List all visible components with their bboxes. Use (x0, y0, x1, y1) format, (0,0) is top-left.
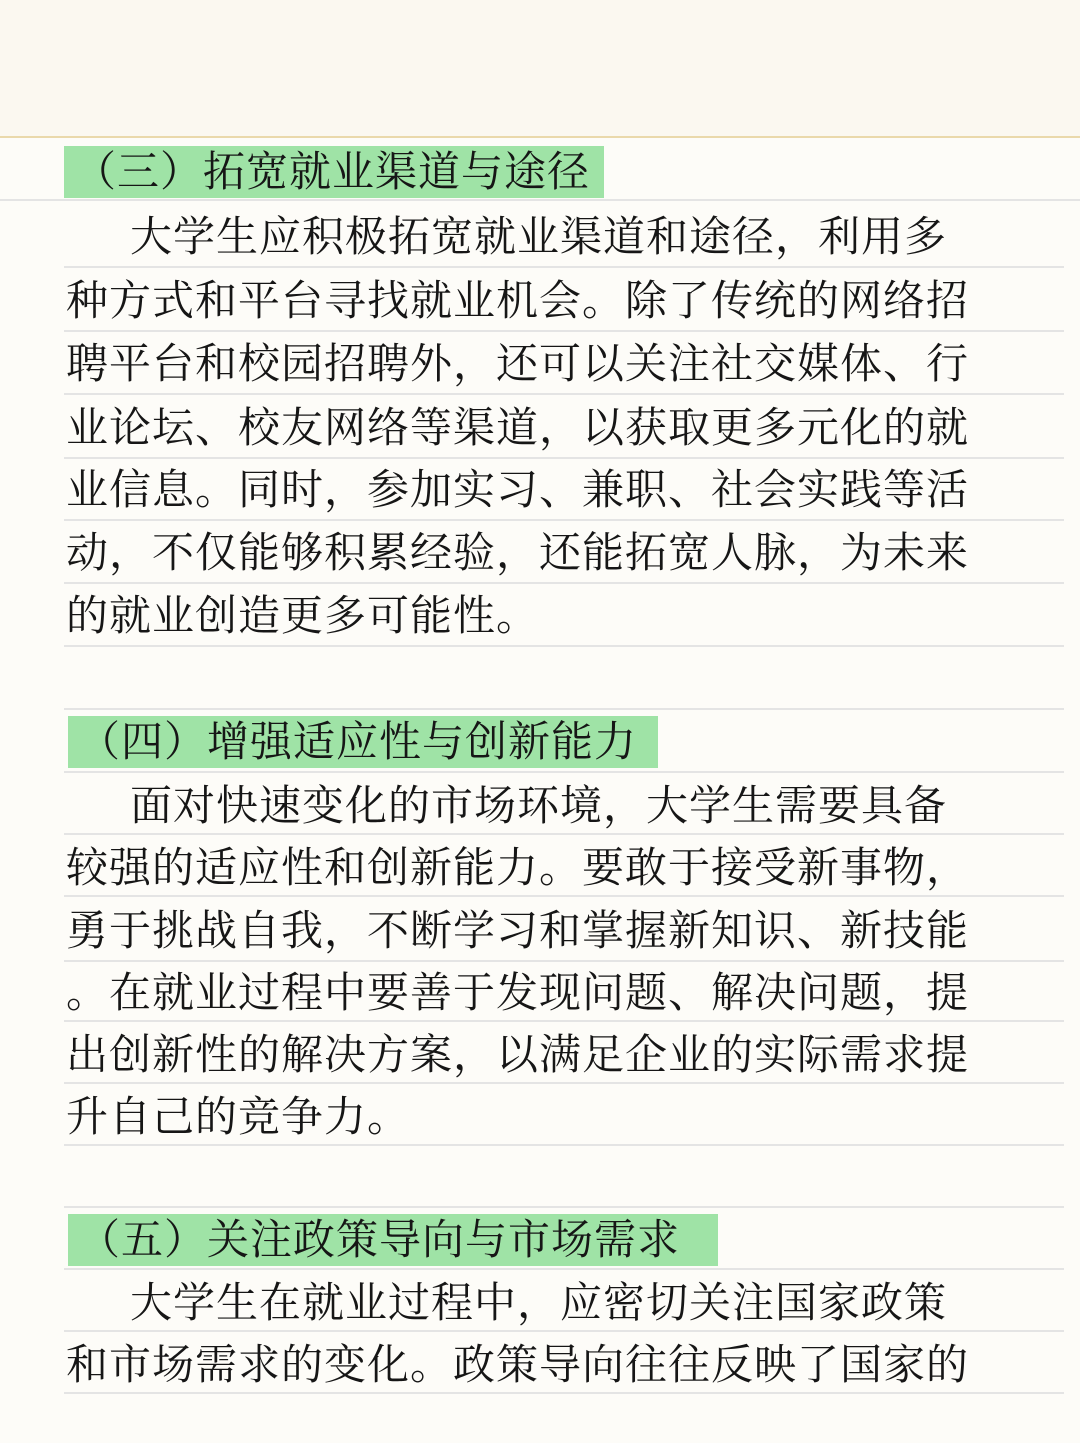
ruled-line (64, 393, 1064, 395)
ruled-line (64, 645, 1064, 647)
ruled-line (64, 833, 1064, 835)
paragraph-line: 。在就业过程中要善于发现问题、解决问题，提 (66, 968, 970, 1017)
paragraph-line: 动，不仅能够积累经验，还能拓宽人脉，为未来 (66, 528, 970, 577)
ruled-line (64, 1020, 1064, 1022)
ruled-line (64, 1392, 1064, 1394)
ruled-line (64, 895, 1064, 897)
top-margin (0, 0, 1080, 138)
paragraph-line: 和市场需求的变化。政策导向往往反映了国家的 (66, 1340, 970, 1389)
ruled-line (64, 960, 1064, 962)
paragraph-line: 种方式和平台寻找就业机会。除了传统的网络招 (66, 276, 970, 325)
paragraph-line: 出创新性的解决方案，以满足企业的实际需求提 (66, 1030, 970, 1079)
paragraph-line: 大学生在就业过程中，应密切关注国家政策 (130, 1278, 948, 1327)
ruled-line (64, 1206, 1064, 1208)
paragraph-line: 升自己的竞争力。 (66, 1092, 411, 1141)
paragraph-line: 面对快速变化的市场环境，大学生需要具备 (130, 781, 948, 830)
ruled-line (64, 1268, 1064, 1270)
ruled-line (64, 708, 1064, 710)
ruled-line (64, 1082, 1064, 1084)
paragraph-line: 勇于挑战自我，不断学习和掌握新知识、新技能 (66, 906, 970, 955)
ruled-line (64, 582, 1064, 584)
paragraph-line: 大学生应积极拓宽就业渠道和途径，利用多 (130, 212, 948, 261)
ruled-line (64, 1144, 1064, 1146)
ruled-line (64, 771, 1064, 773)
section-heading-5: （五）关注政策导向与市场需求 (68, 1214, 718, 1266)
ruled-line (64, 519, 1064, 521)
paragraph-line: 的就业创造更多可能性。 (66, 591, 540, 640)
ruled-line (64, 266, 1064, 268)
paragraph-line: 较强的适应性和创新能力。要敢于接受新事物， (66, 843, 970, 892)
section-heading-4: （四）增强适应性与创新能力 (68, 716, 658, 768)
section-heading-3: （三）拓宽就业渠道与途径 (64, 146, 604, 198)
ruled-line (0, 199, 1080, 201)
ruled-line (64, 457, 1064, 459)
paragraph-line: 聘平台和校园招聘外，还可以关注社交媒体、行 (66, 339, 970, 388)
ruled-line (64, 1330, 1064, 1332)
paragraph-line: 业信息。同时，参加实习、兼职、社会实践等活 (66, 465, 970, 514)
paragraph-line: 业论坛、校友网络等渠道，以获取更多元化的就 (66, 403, 970, 452)
ruled-line (64, 330, 1064, 332)
